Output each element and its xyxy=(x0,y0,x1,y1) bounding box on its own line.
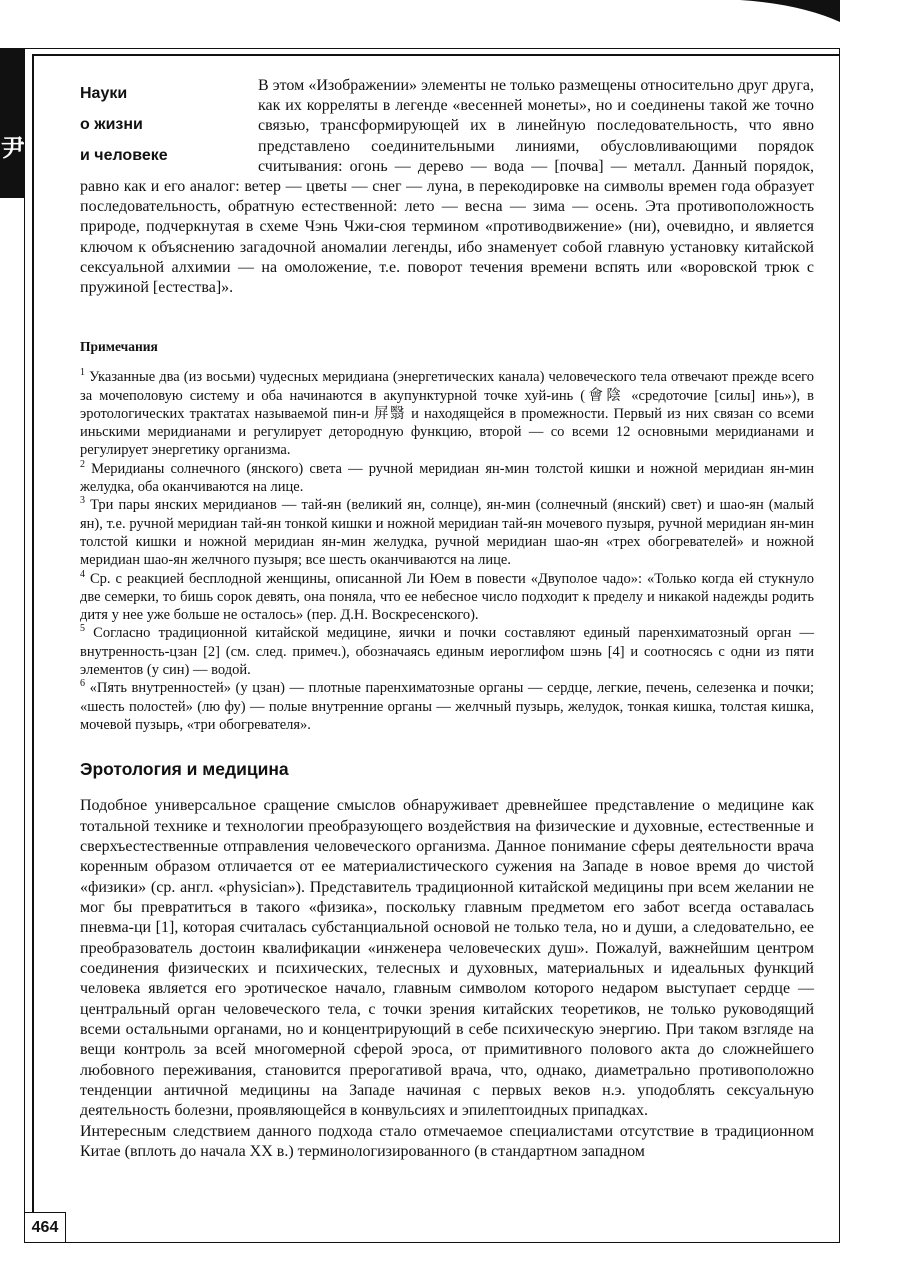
note-item xyxy=(80,679,814,734)
note-item xyxy=(80,496,814,569)
note-number: 2 xyxy=(80,458,85,470)
page-number: 464 xyxy=(24,1212,66,1243)
sidebar-heading xyxy=(80,78,258,171)
note-text: «Пять внутренностей» (у цзан) — плотные паренхиматозные органы — сердце, легкие, печень, селезенка и почки; «шесть полостей» (лю фу) — полые внутренние органы — желчный пузырь, желудок, тонкая кишка, толстая кишка, мочевой пузырь, «три обогревателя». xyxy=(80,680,815,733)
note-number: 1 xyxy=(80,367,85,379)
note-text: Ср. с реакцией бесплодной женщины, описанной Ли Юем в повести «Двуполое чадо»: «Только когда ей стукнуло две семерки, то бишь сорок девять, она поняла, что ее небесное число подходит к пределу и никакой надежды родить дитя у нее уже больше не осталось» (пер. Д.Н. Воскресенского). xyxy=(80,570,815,624)
note-text: Три пары янских меридианов — тай-ян (великий ян, солнце), ян-мин (солнечный (янский) свет) и шао-ян (малый ян), т.е. ручной меридиан тай-ян тонкой кишки и ножной меридиан тай-ян мочевого пузыря, ручной меридиан ян-мин толстой кишки и ножной меридиан ян-мин желудка, ручной меридиан шао-ян «трех обогревателей» и ножной меридиан шао-ян желчного пузыря; все шесть оканчиваются на лице. xyxy=(80,497,814,569)
note-item xyxy=(80,624,814,679)
page-corner-decoration xyxy=(740,0,840,22)
note-number: 5 xyxy=(80,623,85,635)
note-item xyxy=(80,570,814,625)
page-content xyxy=(80,76,814,1162)
intro-paragraph: В этом «Изображении» элементы не только размещены относительно друг друга, как их корреляты в легенде «весенней монеты», но и соединены такой же точно связью, трансформирующей их в линейную последовательность, что явно представлено соединительными линиями, обусловливающими порядок считывания: огонь — дерево — вода — [почва] — металл. Данный порядок, равно как и его аналог: ветер — цветы — снег — луна, в перекодировке на символы времен года образует последовательность, обратную естественной: лето — весна — зима — осень. Эта противоположность природе, подчеркнутая в схеме Чэнь Чжи-сюя термином «противодвижение» (ни), очевидно, и является ключом к объяснению загадочной аномалии легенды, ибо знаменует собой главную установку китайской сексуальной алхимии — на омоложение, т.е. поворот течения времени вспять или «воровской трюк с пружиной [естества]». xyxy=(80,77,814,297)
note-text: Указанные два (из восьми) чудесных меридиана (энергетических канала) человеческого тела отвечают прежде всего за мочеполовую систему и оба начинаются в акупунктурной точке хуй-инь (會陰 «средоточие [силы] инь»), в эротологических трактатах называемой пин-и 屏翳 и находящейся в промежности. Первый из них связан со всеми иньскими меридианами и регулирует детородную функцию, второй — со всеми 12 основными меридианами и регулирует энергетику организма. xyxy=(80,369,814,459)
body-paragraph: Подобное универсальное сращение смыслов обнаруживает древнейшее представление о медицине как тотальной технике и технологии преобразующего воздействия на физические и духовные, естественные и сверхъестественные отправления человеческого организма. Данное понимание сферы деятельности врача коренным образом отличается от ее материалистического сужения на Западе в новое время до чистой «физики» (ср. англ. «physician»). Представитель традиционной китайской медицины при всем желании не мог бы превратиться в такого «физика», поскольку главным предметом его забот всегда оставалась пневма-ци [1], которая считалась субстанциальной основой не только тела, но и души, а следовательно, ее преобразователь достоин квалификации «инженера человеческих душ». Пожалуй, важнейшим центром соединения физических и психических, телесных и духовных, материальных и идеальных функций человека является его эротическое начало, главным символом которого недаром выступает сердце — центральный орган человеческого тела, с точки зрения китайских теоретиков, не только руководящий всеми остальными органами, но и концентрирующий в себе психическую энергию. При таком взгляде на вещи контроль за всей многомерной сферой эроса, от примитивного полового акта до сложнейшего любовного переживания, становится прерогативой врача, что, однако, диаметрально противоположно тенденции античной медицины на Западе начиная с первых веков н.э. уподоблять сексуальную деятельность болезни, проявляющейся в конвульсиях и эпилептоидных припадках. xyxy=(80,797,814,1120)
note-text: Меридианы солнечного (янского) света — ручной меридиан ян-мин толстой кишки и ножной меридиан ян-мин желудка, оба оканчиваются на лице. xyxy=(80,460,814,496)
sidebar-heading-line: Науки xyxy=(80,85,128,102)
note-number: 4 xyxy=(80,568,85,580)
note-number: 3 xyxy=(80,495,85,507)
notes-title: Примечания xyxy=(80,339,158,355)
note-item xyxy=(80,368,814,459)
note-item xyxy=(80,460,814,497)
chapter-glyph: 尹 xyxy=(1,133,25,162)
chapter-tab xyxy=(0,48,24,198)
note-number: 6 xyxy=(80,678,85,690)
section-title: Эротология и медицина xyxy=(80,759,289,780)
notes-list xyxy=(80,368,814,734)
sidebar-heading-line: о жизни xyxy=(80,116,143,133)
body-paragraph: Интересным следствием данного подхода стало отмечаемое специалистами отсутствие в традиционном Китае (вплоть до начала XX в.) терминологизированного (в стандартном западном xyxy=(80,1122,814,1161)
note-text: Согласно традиционной китайской медицине, яички и почки составляют единый паренхиматозный орган — внутренность-цзан [2] (см. след. примеч.), обозначаясь единым иероглифом шэнь [4] и соотносясь с одни из пяти элементов (у син) — водой. xyxy=(80,625,815,678)
sidebar-heading-line: и человеке xyxy=(80,147,168,164)
